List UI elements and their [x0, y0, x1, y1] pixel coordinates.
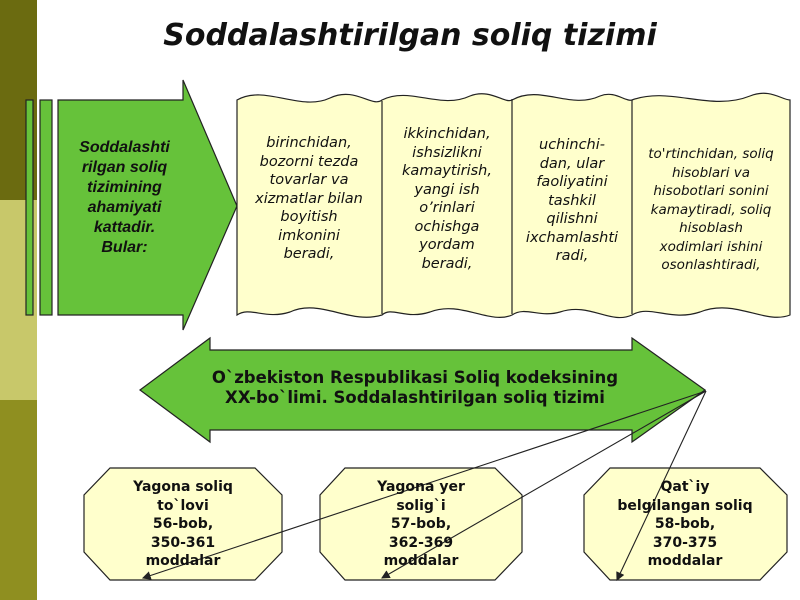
box-line: belgilangan soliq — [617, 497, 753, 514]
banner-line: ikkinchidan, — [403, 126, 491, 142]
left-arrow-line: kattadir. — [93, 219, 156, 236]
banner-line: xodimlari ishini — [659, 238, 763, 255]
banner-line: dan, ular — [539, 155, 605, 172]
box-line: Qat`iy — [660, 479, 710, 495]
center-arrow-line: O`zbekiston Respublikasi Soliq kodeksining — [211, 368, 619, 387]
banner-item-4 — [634, 145, 788, 275]
banner-item-2 — [385, 125, 509, 273]
banner-line: beradi, — [283, 246, 335, 262]
banner-line: osonlashtiradi, — [661, 257, 761, 273]
left-arrow-line: tizimining — [87, 179, 162, 196]
box-2-text — [326, 478, 516, 571]
banner-line: ochishga — [414, 218, 480, 235]
banner-line: kamaytiradi, soliq — [650, 201, 772, 218]
box-line: 362-369 — [388, 534, 454, 551]
banner-line: beradi, — [421, 255, 473, 272]
banner-item-3 — [514, 136, 630, 266]
banner-line: boyitish — [280, 209, 338, 225]
banner-line: hisobotlari sonini — [653, 183, 769, 199]
left-arrow-line: rilgan soliq — [81, 159, 168, 176]
box-line: 57-bob, — [390, 516, 452, 532]
box-line: 370-375 — [652, 534, 718, 551]
box-line: to`lovi — [157, 497, 209, 514]
box-line: 56-bob, — [152, 516, 214, 532]
box-3-text — [590, 478, 780, 571]
banner-line: qilishni — [546, 211, 598, 227]
box-line: moddalar — [145, 553, 221, 569]
banner-line: uchinchi- — [539, 137, 605, 153]
banner-line: radi, — [555, 248, 589, 264]
box-line: moddalar — [383, 553, 459, 569]
left-arrow-text — [62, 138, 187, 258]
left-arrow-line: Soddalashti — [79, 139, 170, 156]
box-line: Yagona yer — [377, 479, 465, 495]
banner-line: tovarlar va — [269, 172, 349, 188]
banner-line: yordam — [419, 237, 475, 253]
box-line: 350-361 — [150, 534, 216, 551]
banner-line: imkonini — [278, 227, 340, 244]
center-arrow-text — [190, 368, 640, 408]
left-bar-2 — [40, 100, 52, 315]
banner-line: birinchidan, — [266, 135, 352, 151]
banner-line: ixchamlashti — [525, 229, 619, 246]
page-title: Soddalashtirilgan soliq tizimi — [163, 18, 657, 53]
banner-line: yangi ish — [414, 181, 480, 198]
box-line: Yagona soliq — [133, 479, 233, 495]
box-line: solig`i — [396, 497, 446, 514]
banner-line: ishsizlikni — [412, 144, 482, 161]
box-line: moddalar — [647, 553, 723, 569]
box-1-text — [90, 478, 276, 571]
banner-line: hisoblari va — [671, 164, 751, 181]
banner-line: xizmatlar bilan — [255, 190, 363, 207]
banner-line: bozorni tezda — [259, 153, 359, 170]
banner-line: faoliyatini — [536, 174, 608, 190]
banner-line: hisoblash — [679, 220, 743, 236]
banner-line: o’rinlari — [419, 200, 475, 216]
banner-line: to'rtinchidan, soliq — [648, 146, 774, 162]
left-arrow-line: Bular: — [101, 239, 148, 256]
box-line: 58-bob, — [654, 516, 716, 532]
banner-line: tashkil — [548, 192, 596, 209]
banner-line: kamaytirish, — [402, 163, 492, 179]
center-arrow-line: XX-bo`limi. Soddalashtirilgan soliq tizimi — [225, 388, 605, 407]
left-bar-1 — [26, 100, 33, 315]
banner-item-1 — [240, 134, 378, 264]
left-arrow-line: ahamiyati — [87, 199, 162, 216]
